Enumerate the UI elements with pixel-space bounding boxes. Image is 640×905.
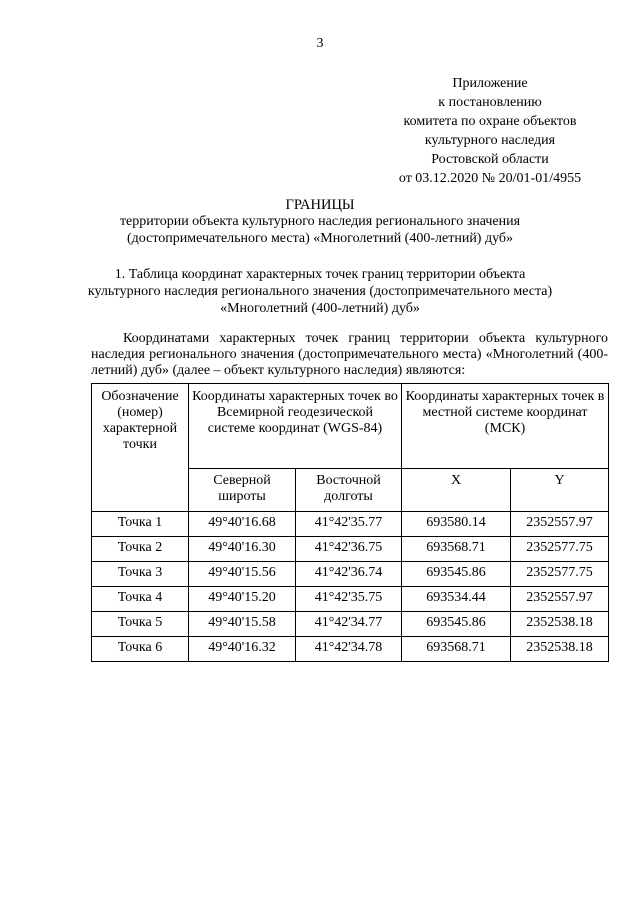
header-north-latitude: Северной широты [189,469,296,512]
appendix-line: к постановлению [438,95,542,110]
cell-longitude: 41°42'34.78 [296,637,402,662]
coordinates-table [91,383,609,662]
intro-paragraph: Координатами характерных точек границ территории объекта культурного наследия регионального значения (достопримечательного места) «Многолетний (400-летний) дуб» (далее – объект культурного наследия) являются: [91,331,608,378]
cell-y: 2352577.75 [511,562,609,587]
cell-longitude: 41°42'34.77 [296,612,402,637]
cell-x: 693568.71 [402,537,511,562]
cell-point: Точка 4 [92,587,189,612]
cell-x: 693545.86 [402,562,511,587]
header-east-longitude: Восточной долготы [296,469,402,512]
table-row [92,512,609,537]
header-msk-group: Координаты характерных точек в местной системе координат (МСК) [402,384,609,469]
table-row [92,587,609,612]
document-title: ГРАНИЦЫ [285,197,355,213]
section-heading [60,266,580,317]
cell-x: 693534.44 [402,587,511,612]
cell-latitude: 49°40'16.68 [189,512,296,537]
header-wgs84-group: Координаты характерных точек во Всемирной геодезической системе координат (WGS-84) [189,384,402,469]
table-header-row [92,384,609,469]
appendix-line: от 03.12.2020 № 20/01-01/4955 [398,171,582,186]
header-y: Y [511,469,609,512]
cell-y: 2352538.18 [511,637,609,662]
subtitle-line: территории объекта культурного наследия регионального значения [119,214,521,229]
document-subtitle [60,213,580,247]
cell-longitude: 41°42'35.75 [296,587,402,612]
cell-x: 693568.71 [402,637,511,662]
cell-y: 2352577.75 [511,537,609,562]
cell-y: 2352557.97 [511,512,609,537]
section-heading-line: «Многолетний (400-летний) дуб» [220,301,420,316]
appendix-line: комитета по охране объектов [403,114,577,129]
cell-longitude: 41°42'35.77 [296,512,402,537]
cell-x: 693580.14 [402,512,511,537]
header-point-designation: Обозначение (номер) характерной точки [92,384,189,512]
table-row [92,562,609,587]
cell-point: Точка 2 [92,537,189,562]
subtitle-line: (достопримечательного места) «Многолетний (400-летний) дуб» [126,231,514,246]
cell-latitude: 49°40'15.56 [189,562,296,587]
cell-y: 2352538.18 [511,612,609,637]
cell-longitude: 41°42'36.75 [296,537,402,562]
cell-longitude: 41°42'36.74 [296,562,402,587]
cell-x: 693545.86 [402,612,511,637]
cell-y: 2352557.97 [511,587,609,612]
header-x: X [402,469,511,512]
cell-latitude: 49°40'15.58 [189,612,296,637]
appendix-block [360,74,620,188]
cell-latitude: 49°40'15.20 [189,587,296,612]
table-row [92,637,609,662]
section-heading-line: 1. Таблица координат характерных точек границ территории объекта [114,267,526,282]
cell-point: Точка 5 [92,612,189,637]
appendix-line: Ростовской области [431,152,549,167]
section-heading-line: культурного наследия регионального значения (достопримечательного места) [87,284,553,299]
table-row [92,612,609,637]
cell-point: Точка 1 [92,512,189,537]
cell-point: Точка 3 [92,562,189,587]
appendix-line: Приложение [452,76,528,91]
cell-latitude: 49°40'16.32 [189,637,296,662]
cell-latitude: 49°40'16.30 [189,537,296,562]
table-row [92,537,609,562]
appendix-line: культурного наследия [424,133,556,148]
cell-point: Точка 6 [92,637,189,662]
page-number: 3 [316,36,324,51]
